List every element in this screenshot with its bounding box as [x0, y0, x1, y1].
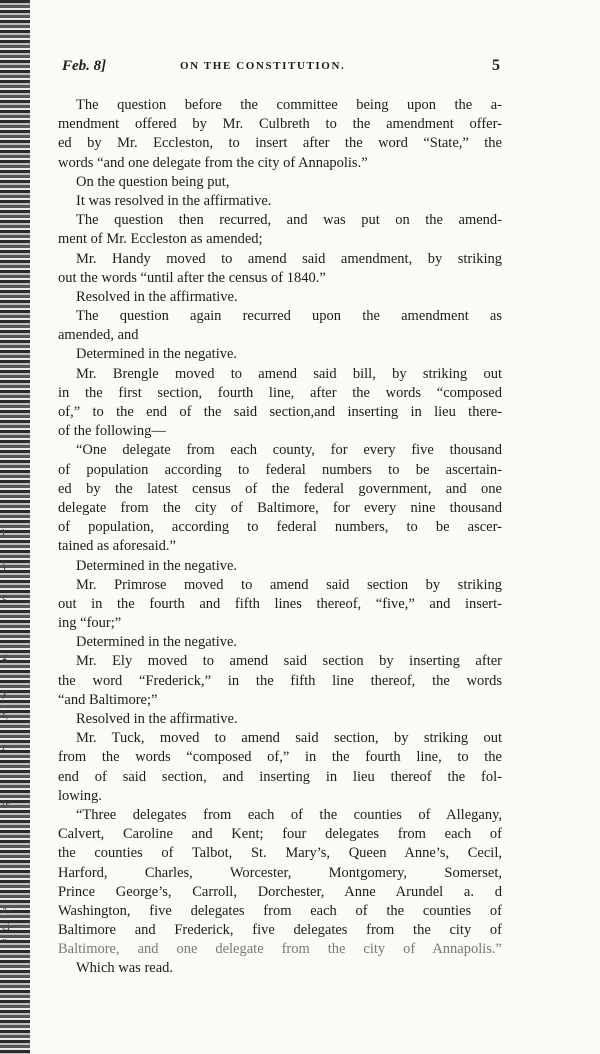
- header-date: Feb. 8]: [62, 58, 107, 74]
- page-number: 5: [492, 57, 500, 74]
- text-line: “and Baltimore;”: [58, 691, 158, 708]
- text-line: words “and one delegate from the city of Annapolis.”: [58, 154, 368, 171]
- text-line: out the words “until after the census of 1840.”: [58, 269, 326, 286]
- text-line: “One delegate from each county, for every five thousand: [76, 442, 502, 459]
- text-line: delegate from the city of Baltimore, for every nine thousand: [58, 499, 502, 516]
- text-line: On the question being put,: [76, 173, 230, 190]
- text-line: Mr. Ely moved to amend said section by inserting after: [76, 653, 502, 670]
- margin-fragment: ): [2, 561, 6, 573]
- text-line: tained as aforesaid.”: [58, 538, 176, 555]
- page-body-text: [58, 96, 502, 979]
- text-line: Mr. Handy moved to amend said amendment, by striking: [76, 250, 502, 267]
- text-line: end of said section, and inserting in lieu thereof the fol-: [58, 768, 502, 785]
- text-line: Resolved in the affirmative.: [76, 711, 238, 727]
- margin-fragment: a-: [2, 904, 11, 916]
- text-line: Resolved in the affirmative.: [76, 288, 238, 305]
- text-line: “Three delegates from each of the counties of Allegany,: [76, 806, 502, 823]
- margin-fragment: y: [2, 687, 8, 699]
- text-line: of population, according to federal numbers, to be ascer-: [58, 519, 502, 536]
- text-line: Baltimore and Frederick, five delegates from the city of: [58, 922, 502, 939]
- text-line: lowing.: [58, 787, 102, 804]
- text-line: ing “four;”: [58, 615, 122, 632]
- margin-fragment: ”: [2, 937, 7, 949]
- text-line: the word “Frederick,” in the fifth line thereof, the words: [58, 672, 502, 689]
- text-line: of the following—: [58, 423, 166, 440]
- text-line: Mr. Tuck, moved to amend said section, by striking out: [76, 730, 502, 747]
- text-line: The question before the committee being upon the a-: [76, 97, 502, 113]
- text-line: Mr. Primrose moved to amend said section by striking: [76, 576, 502, 593]
- text-line: Which was read.: [76, 960, 174, 977]
- text-line: ed by the latest census of the federal government, and one: [58, 480, 502, 497]
- text-line: Determined in the negative.: [76, 634, 238, 651]
- text-line: Prince George’s, Carroll, Dorchester, Anne Arundel a. d: [58, 883, 502, 900]
- text-line: ment of Mr. Eccleston as amended;: [58, 231, 263, 248]
- text-line: Determined in the negative.: [76, 346, 238, 363]
- margin-fragment: g: [2, 651, 8, 663]
- text-line: amended, and: [58, 327, 139, 344]
- text-line: Baltimore, and one delegate from the city of Annapolis.”: [58, 941, 502, 958]
- text-line: from the words “composed of,” in the fourth line, to the: [58, 749, 502, 766]
- text-line: in the first section, fourth line, after the words “composed: [58, 384, 502, 401]
- text-line: The question then recurred, and was put on the amend-: [76, 212, 502, 229]
- margin-fragment: r-: [2, 741, 10, 753]
- text-line: out in the fourth and fifth lines thereof, “five,” and insert-: [58, 595, 502, 612]
- text-line: It was resolved in the affirmative.: [76, 192, 272, 209]
- text-line: of,” to the end of the said section,and inserting in lieu there-: [58, 404, 502, 420]
- margin-fragment: l: [2, 527, 6, 539]
- text-line: the counties of Talbot, St. Mary’s, Queen Anne’s, Cecil,: [58, 845, 502, 862]
- margin-fragment: ci-: [2, 921, 14, 933]
- text-line: of population according to federal numbers to be ascertain-: [58, 461, 502, 478]
- page-header: [62, 58, 504, 82]
- text-line: mendment offered by Mr. Culbreth to the amendment offer-: [58, 116, 502, 133]
- text-line: Washington, five delegates from each of the counties of: [58, 902, 502, 919]
- text-line: The question again recurred upon the amendment as: [76, 308, 502, 325]
- margin-fragment: e: [2, 591, 7, 603]
- running-title: ON THE CONSTITUTION.: [180, 60, 346, 72]
- margin-fragment: f,: [2, 709, 9, 721]
- text-line: ed by Mr. Eccleston, to insert after the word “State,” the: [58, 135, 502, 152]
- margin-fragment: re: [2, 797, 11, 809]
- text-line: Calvert, Caroline and Kent; four delegates from each of: [58, 826, 502, 843]
- text-line: Mr. Brengle moved to amend said bill, by striking out: [76, 365, 502, 382]
- text-line: Harford, Charles, Worcester, Montgomery, Somerset,: [58, 864, 502, 881]
- text-line: Determined in the negative.: [76, 557, 238, 574]
